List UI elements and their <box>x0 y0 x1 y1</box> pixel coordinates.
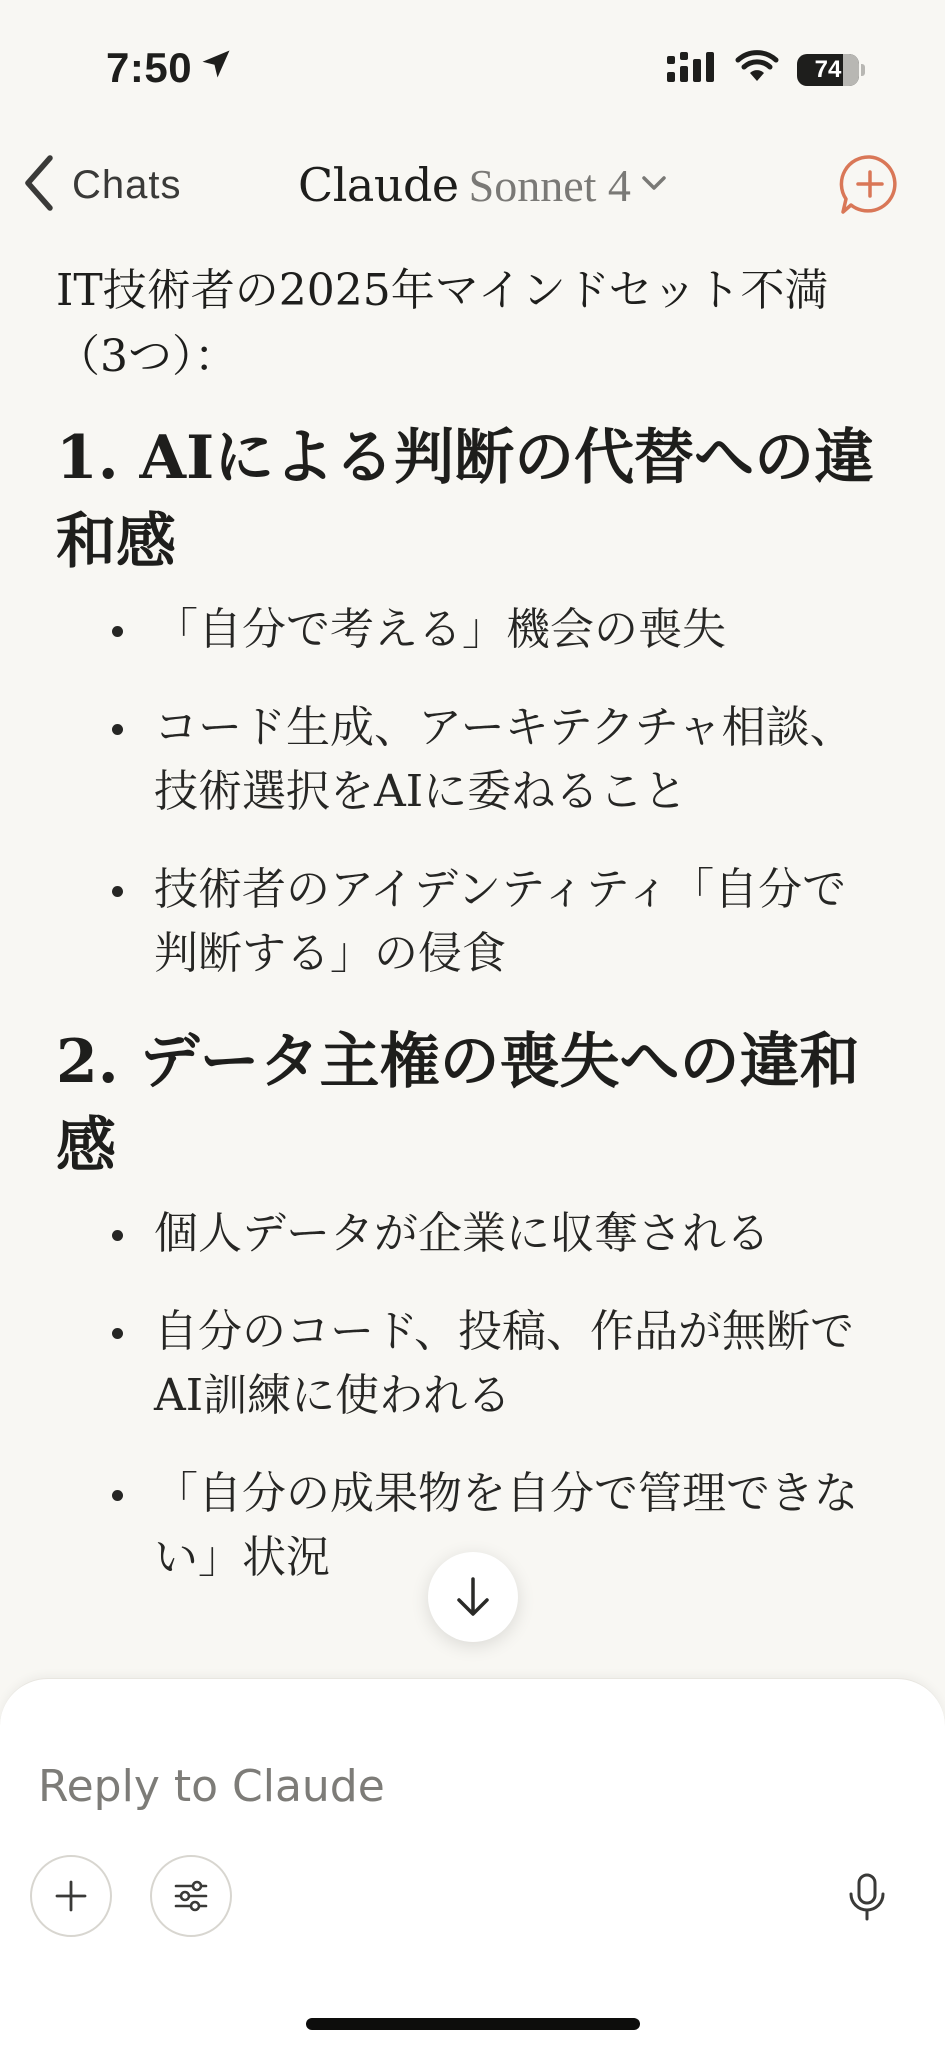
time-label: 7:50 <box>106 44 193 91</box>
add-attachment-button[interactable] <box>30 1855 112 1937</box>
sliders-icon <box>171 1876 211 1916</box>
reply-input[interactable] <box>38 1751 838 1821</box>
assistant-message <box>56 258 889 1624</box>
wifi-icon <box>735 50 779 89</box>
bullet-list <box>56 598 889 986</box>
cellular-signal-icon <box>665 50 717 89</box>
new-chat-bubble-plus-icon <box>837 152 903 218</box>
location-arrow-icon <box>198 44 234 92</box>
bullet-item: 技術者のアイデンティティ「自分で判断する」の侵食 <box>154 858 889 986</box>
voice-input-button[interactable] <box>829 1859 905 1935</box>
bullet-item: 自分のコード、投稿、作品が無断でAI訓練に使われる <box>154 1300 889 1428</box>
bullet-list <box>56 1202 889 1590</box>
composer <box>0 1678 945 2048</box>
arrow-down-icon <box>449 1573 497 1621</box>
microphone-icon <box>845 1872 889 1922</box>
battery-level: 74 <box>814 55 842 83</box>
chevron-left-icon <box>20 152 58 219</box>
bullet-item: コード生成、アーキテクチャ相談、技術選択をAIに委ねること <box>154 696 889 824</box>
tools-button[interactable] <box>150 1855 232 1937</box>
chevron-down-icon <box>631 168 669 203</box>
battery-icon <box>797 54 865 86</box>
back-label: Chats <box>72 162 182 207</box>
plus-icon <box>51 1876 91 1916</box>
model-selector[interactable] <box>298 140 669 230</box>
section-heading: 2. データ主権の喪失への違和感 <box>56 1027 860 1181</box>
new-chat-button[interactable] <box>837 152 903 218</box>
bullet-item: 「自分で考える」機会の喪失 <box>154 598 889 662</box>
bullet-item: 個人データが企業に収奪される <box>154 1202 889 1266</box>
status-time <box>106 44 234 92</box>
bullet-item: 「自分の成果物を自分で管理できない」状況 <box>154 1462 889 1590</box>
battery-empty-fill <box>843 54 859 86</box>
status-bar <box>0 0 945 130</box>
battery-indicator <box>797 54 859 86</box>
model-name: Sonnet 4 <box>468 159 631 211</box>
message-intro: IT技術者の2025年マインドセット不満（3つ）： <box>56 265 829 382</box>
battery-tip <box>861 64 865 76</box>
nav-bar <box>0 140 945 230</box>
scroll-to-bottom-button[interactable] <box>428 1552 518 1642</box>
brand-name: Claude <box>298 158 459 212</box>
back-to-chats-button[interactable] <box>20 140 182 230</box>
home-indicator <box>306 2018 640 2030</box>
status-indicators <box>665 50 865 89</box>
section-heading: 1. AIによる判断の代替への違和感 <box>56 423 875 577</box>
